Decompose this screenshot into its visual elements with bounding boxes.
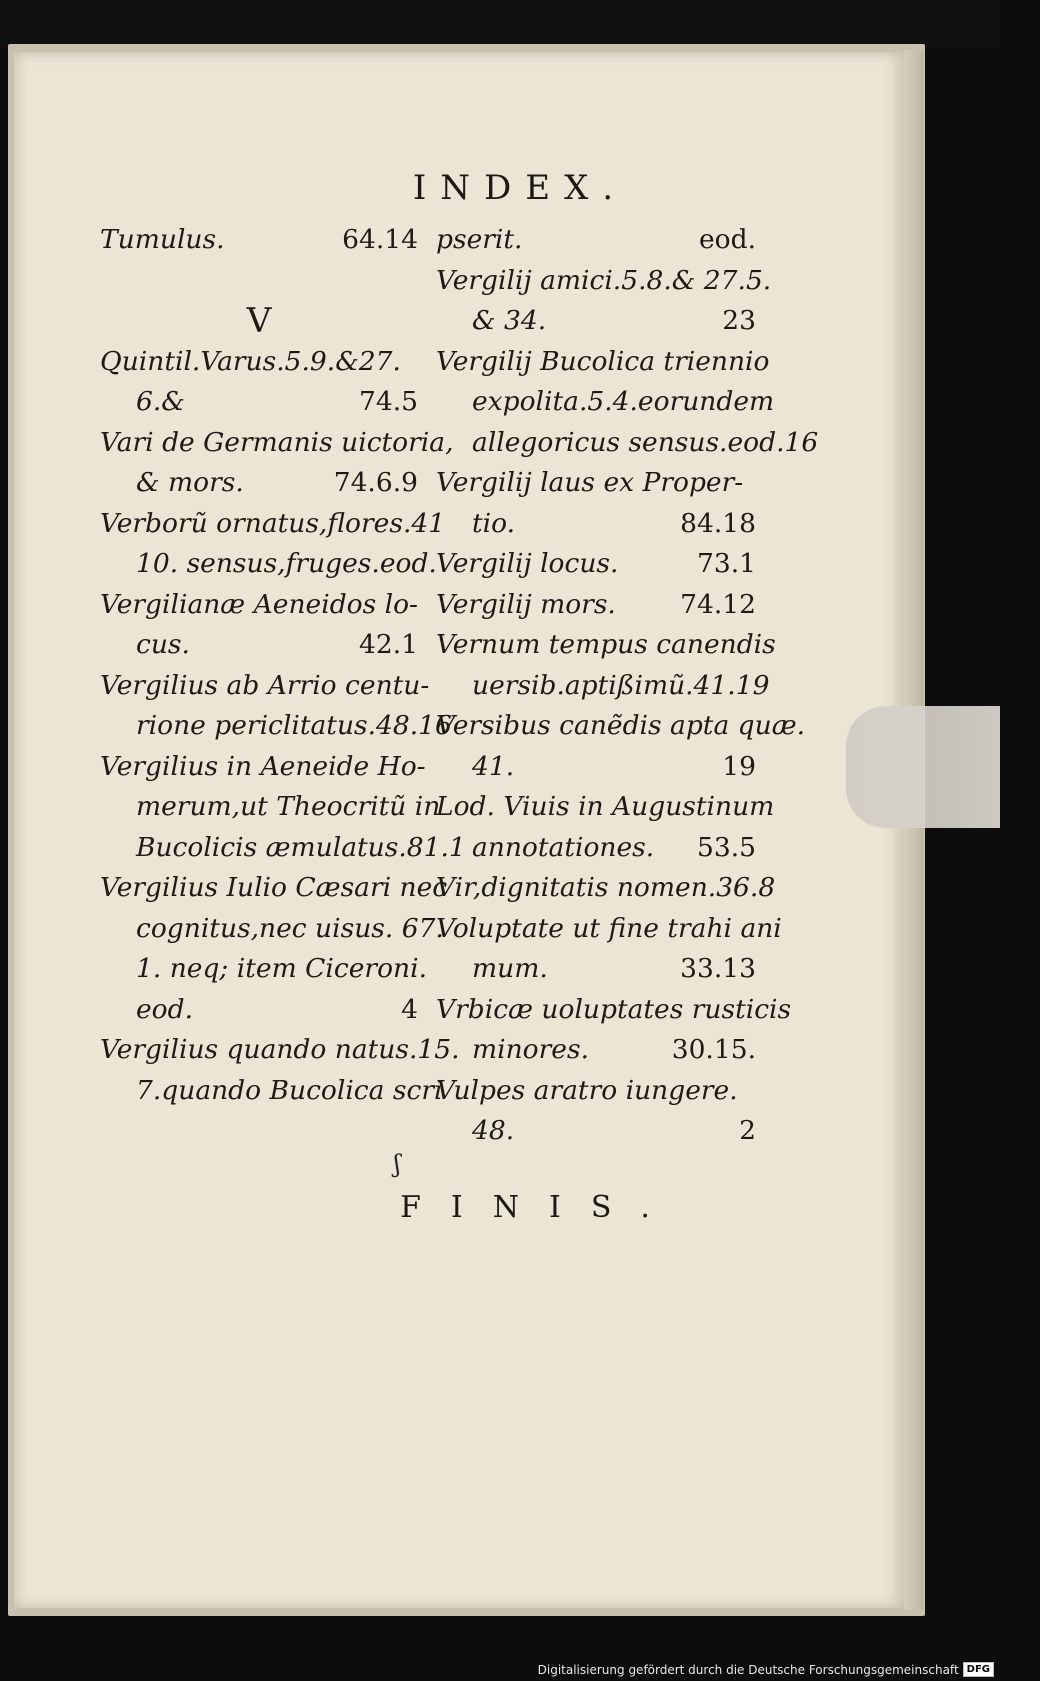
index-entry-line <box>436 828 756 869</box>
index-entry-line <box>436 747 756 788</box>
entry-page-ref: 42.1 <box>358 629 418 660</box>
entry-text: expolita.5.4.eorundem <box>472 386 775 417</box>
scan-clip-tab <box>846 706 1000 828</box>
entry-text: Tumulus. <box>100 224 225 255</box>
entry-text: 48. <box>472 1115 515 1146</box>
page-heading: INDEX. <box>412 168 628 208</box>
entry-text: Vergilius Iulio Cæsari nec <box>100 872 448 903</box>
index-entry-line <box>436 544 756 585</box>
entry-text: Vergilij mors. <box>436 588 616 620</box>
entry-text: Lod. Viuis in Augustinum <box>436 791 775 822</box>
entry-page-ref: 53.5 <box>696 831 756 863</box>
entry-page-ref: 19 <box>722 750 756 782</box>
index-entry-line <box>100 585 418 626</box>
index-entry-line <box>100 666 430 707</box>
entry-page-ref: 73.1 <box>696 548 756 579</box>
index-entry-line <box>100 990 418 1031</box>
entry-page-ref: 2 <box>739 1115 756 1146</box>
entry-text: & 34. <box>472 305 547 336</box>
entry-text: mum. <box>472 953 548 984</box>
entry-text: Vari de Germanis uictoria, <box>100 426 454 458</box>
index-entry-line <box>100 342 418 383</box>
footer-text: Digitalisierung gefördert durch die Deutsche Forschungsgemeinschaft <box>537 1662 959 1677</box>
entry-text: pserit. <box>436 224 523 255</box>
index-entry-line <box>436 949 756 990</box>
index-entry-line <box>436 382 775 423</box>
index-entry-line <box>100 828 466 869</box>
finis-text: FINIS. <box>400 1190 680 1225</box>
entry-text: cus. <box>136 629 190 660</box>
index-entry-line <box>436 342 770 383</box>
entry-text: cognitus,nec uisus. 67. <box>136 912 444 944</box>
page-fore-edge <box>904 50 924 1610</box>
index-entry-line <box>436 301 756 342</box>
entry-text: Vergilianæ Aeneidos lo- <box>100 588 419 620</box>
index-entry-line <box>436 1030 756 1071</box>
entry-text: Vergilij Bucolica triennio <box>436 345 770 377</box>
dfg-logo-icon: DFG <box>963 1662 994 1677</box>
entry-page-ref: 64.14 <box>342 224 418 255</box>
scan-background <box>0 0 1000 48</box>
entry-text: merum,ut Theocritũ in <box>136 791 441 822</box>
index-entry-line <box>100 909 444 950</box>
entry-text: tio. <box>472 507 516 539</box>
entry-text: annotationes. <box>472 831 655 863</box>
entry-text: 1. neq; item Ciceroni. <box>136 953 427 984</box>
entry-text: Vergilij locus. <box>436 548 619 579</box>
entry-text: 41. <box>472 750 515 782</box>
entry-text: 6.& <box>136 386 185 417</box>
entry-text: 10. sensus,fruges.eod. <box>136 548 437 579</box>
index-entry-line <box>436 909 782 950</box>
index-entry-line <box>436 1071 756 1112</box>
index-entry-line <box>436 666 770 707</box>
entry-text: Versibus canẽdis apta quæ. <box>436 710 806 741</box>
entry-text: Bucolicis æmulatus.81.1 <box>136 831 466 863</box>
entry-page-ref: 84.18 <box>680 507 756 539</box>
index-entry-line <box>100 423 454 464</box>
entry-text: Vergilius in Aeneide Ho- <box>100 750 426 782</box>
index-entry-line <box>100 301 418 342</box>
entry-page-ref: 33.13 <box>680 953 756 984</box>
index-entry-line <box>436 423 819 464</box>
index-entry-line <box>100 625 418 666</box>
index-column-right <box>436 220 819 1152</box>
entry-text: Vergilius ab Arrio centu- <box>100 669 430 701</box>
entry-page-ref: eod. <box>698 224 756 255</box>
index-entry-line <box>100 1071 443 1112</box>
index-entry-line <box>436 463 756 504</box>
entry-text: V <box>246 301 272 341</box>
entry-text: Vulpes aratro iungere. <box>436 1074 738 1106</box>
entry-page-ref: 74.5 <box>358 386 418 417</box>
entry-text: & mors. <box>136 467 244 498</box>
index-entry-line <box>436 1111 756 1152</box>
index-entry-line <box>100 261 418 302</box>
index-entry-line <box>100 706 452 747</box>
entry-page-ref: 4 <box>401 993 418 1025</box>
index-entry-line <box>436 220 756 261</box>
index-entry-line <box>436 585 756 626</box>
entry-text: Vergilij amici.5.8.& 27.5. <box>436 264 772 296</box>
index-entry-line <box>436 706 806 747</box>
entry-text: Vrbicæ uoluptates rusticis <box>436 993 792 1025</box>
index-entry-line <box>436 261 772 302</box>
index-entry-line <box>100 868 448 909</box>
index-entry-line <box>100 382 418 423</box>
index-entry-line <box>100 1030 460 1071</box>
entry-text: Voluptate ut fine trahi ani <box>436 912 782 944</box>
entry-text: Vernum tempus canendis <box>436 629 776 660</box>
entry-text: Vir,dignitatis nomen.36.8 <box>436 872 776 903</box>
index-entry-line <box>100 747 426 788</box>
entry-page-ref: 74.6.9 <box>333 467 418 498</box>
index-entry-line <box>100 544 437 585</box>
entry-page-ref: 30.15. <box>671 1034 756 1065</box>
index-entry-line <box>100 463 418 504</box>
index-entry-line <box>100 504 446 545</box>
ornament-mark: ʃ <box>394 1150 401 1178</box>
index-entry-line <box>436 625 776 666</box>
index-column-left <box>100 220 466 1111</box>
entry-page-ref: 23 <box>722 305 756 336</box>
entry-text: uersib.aptißimũ.41.19 <box>472 669 770 701</box>
index-entry-line <box>100 787 441 828</box>
entry-text: eod. <box>136 993 194 1025</box>
index-entry-line <box>436 787 775 828</box>
digitization-footer <box>538 1662 994 1677</box>
entry-text: Vergilij laus ex Proper- <box>436 467 744 498</box>
index-entry-line <box>436 868 776 909</box>
entry-page-ref: 74.12 <box>680 588 756 620</box>
entry-text: allegoricus sensus.eod.16 <box>472 426 819 458</box>
entry-text: Quintil.Varus.5.9.&27. <box>100 345 401 377</box>
entry-text: minores. <box>472 1034 589 1065</box>
index-entry-line <box>436 990 792 1031</box>
entry-text: Verborũ ornatus,flores.41 <box>100 507 446 539</box>
index-entry-line <box>436 504 756 545</box>
index-entry-line <box>100 220 418 261</box>
entry-text: 7.quando Bucolica scri <box>136 1074 443 1106</box>
entry-text: rione periclitatus.48.16 <box>136 710 452 741</box>
entry-text: Vergilius quando natus.15. <box>100 1034 460 1065</box>
index-entry-line <box>100 949 427 990</box>
